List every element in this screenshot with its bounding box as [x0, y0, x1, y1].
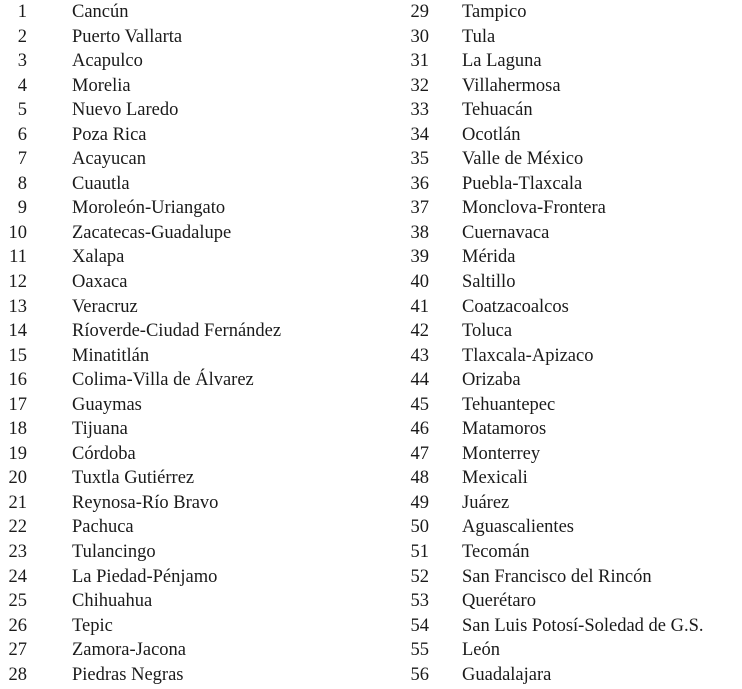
- item-number: 41: [410, 296, 429, 317]
- item-number: 9: [17, 198, 27, 219]
- city-name: Tecomán: [462, 542, 530, 563]
- city-name: Tepic: [72, 615, 113, 636]
- city-name: Toluca: [462, 321, 513, 342]
- item-number: 6: [17, 124, 27, 145]
- item-number: 49: [410, 492, 429, 513]
- item-number: 56: [410, 664, 429, 685]
- item-number: 47: [410, 443, 429, 464]
- item-number: 12: [8, 272, 27, 293]
- item-number: 8: [17, 173, 27, 194]
- city-name: Monclova-Frontera: [462, 198, 606, 219]
- city-name: Puebla-Tlaxcala: [462, 173, 583, 194]
- city-name: Acapulco: [72, 51, 143, 72]
- city-name: San Luis Potosí-Soledad de G.S.: [462, 615, 704, 636]
- item-number: 5: [17, 100, 27, 121]
- city-name: La Laguna: [462, 51, 542, 72]
- item-number: 1: [17, 2, 27, 22]
- item-number: 2: [17, 26, 27, 47]
- item-number: 38: [410, 222, 429, 243]
- city-name: Cancún: [72, 2, 129, 22]
- item-number: 27: [8, 640, 27, 661]
- item-number: 28: [8, 664, 27, 685]
- item-number: 55: [410, 640, 429, 661]
- city-name: Tlaxcala-Apizaco: [462, 345, 594, 366]
- item-number: 46: [410, 419, 429, 440]
- city-name: Tehuacán: [462, 100, 533, 121]
- item-number: 37: [410, 198, 429, 219]
- city-name: Morelia: [72, 75, 131, 96]
- item-number: 22: [8, 517, 27, 538]
- city-name: Chihuahua: [72, 591, 153, 612]
- item-number: 31: [410, 51, 429, 72]
- city-name: Guadalajara: [462, 664, 552, 685]
- city-name: San Francisco del Rincón: [462, 566, 652, 587]
- item-number: 32: [410, 75, 429, 96]
- item-number: 51: [410, 542, 429, 563]
- city-name: León: [462, 640, 501, 661]
- item-number: 40: [410, 272, 429, 293]
- item-number: 48: [410, 468, 429, 489]
- city-name: Mexicali: [462, 468, 528, 489]
- city-name: Coatzacoalcos: [462, 296, 569, 317]
- city-name: Piedras Negras: [72, 664, 184, 685]
- item-number: 34: [410, 124, 429, 145]
- city-name: La Piedad-Pénjamo: [72, 566, 218, 587]
- city-name: Nuevo Laredo: [72, 100, 179, 121]
- item-number: 54: [410, 615, 429, 636]
- item-number: 19: [8, 443, 27, 464]
- city-name: Zamora-Jacona: [72, 640, 187, 661]
- city-name: Cuautla: [72, 173, 130, 194]
- item-number: 21: [8, 492, 27, 513]
- item-number: 26: [8, 615, 27, 636]
- city-name: Matamoros: [462, 419, 547, 440]
- item-number: 10: [8, 222, 27, 243]
- city-name: Mérida: [462, 247, 516, 268]
- city-name: Poza Rica: [72, 124, 147, 145]
- city-name: Aguascalientes: [462, 517, 574, 538]
- item-number: 44: [410, 370, 429, 391]
- city-name: Minatitlán: [72, 345, 150, 366]
- item-number: 16: [8, 370, 27, 391]
- item-number: 42: [410, 321, 429, 342]
- item-number: 52: [410, 566, 429, 587]
- item-number: 30: [410, 26, 429, 47]
- city-name: Tula: [462, 26, 496, 47]
- city-name: Moroleón-Uriangato: [72, 198, 226, 219]
- item-number: 13: [8, 296, 27, 317]
- item-number: 43: [410, 345, 429, 366]
- city-name: Guaymas: [72, 394, 142, 415]
- city-name: Juárez: [462, 492, 510, 513]
- city-name: Puerto Vallarta: [72, 26, 183, 47]
- city-name: Ríoverde-Ciudad Fernández: [72, 321, 282, 342]
- city-name: Querétaro: [462, 591, 536, 612]
- item-number: 17: [8, 394, 27, 415]
- city-name: Valle de México: [462, 149, 584, 170]
- item-number: 4: [17, 75, 27, 96]
- item-number: 20: [8, 468, 27, 489]
- item-number: 39: [410, 247, 429, 268]
- city-name: Reynosa-Río Bravo: [72, 492, 219, 513]
- item-number: 15: [8, 345, 27, 366]
- item-number: 33: [410, 100, 429, 121]
- city-name: Monterrey: [462, 443, 541, 464]
- city-name: Tehuantepec: [462, 394, 556, 415]
- city-name: Veracruz: [72, 296, 138, 317]
- item-number: 7: [17, 149, 27, 170]
- city-name: Tijuana: [72, 419, 128, 440]
- item-number: 18: [8, 419, 27, 440]
- city-name: Saltillo: [462, 272, 516, 293]
- city-name: Pachuca: [72, 517, 134, 538]
- item-number: 45: [410, 394, 429, 415]
- city-name: Oaxaca: [72, 272, 128, 293]
- item-number: 24: [8, 566, 27, 587]
- city-name: Zacatecas-Guadalupe: [72, 222, 232, 243]
- city-name: Tampico: [462, 2, 527, 22]
- city-name: Colima-Villa de Álvarez: [72, 370, 254, 391]
- city-name: Córdoba: [72, 443, 136, 464]
- city-name: Tulancingo: [72, 542, 156, 563]
- city-name: Villahermosa: [462, 75, 561, 96]
- item-number: 36: [410, 173, 429, 194]
- item-number: 35: [410, 149, 429, 170]
- item-number: 23: [8, 542, 27, 563]
- item-number: 29: [410, 2, 429, 22]
- city-name: Xalapa: [72, 247, 125, 268]
- city-name: Acayucan: [72, 149, 146, 170]
- item-number: 14: [8, 321, 27, 342]
- item-number: 25: [8, 591, 27, 612]
- item-number: 50: [410, 517, 429, 538]
- item-number: 11: [9, 247, 27, 268]
- city-name: Orizaba: [462, 370, 521, 391]
- city-name: Cuernavaca: [462, 222, 550, 243]
- city-name: Ocotlán: [462, 124, 521, 145]
- city-name: Tuxtla Gutiérrez: [72, 468, 195, 489]
- item-number: 53: [410, 591, 429, 612]
- item-number: 3: [17, 51, 27, 72]
